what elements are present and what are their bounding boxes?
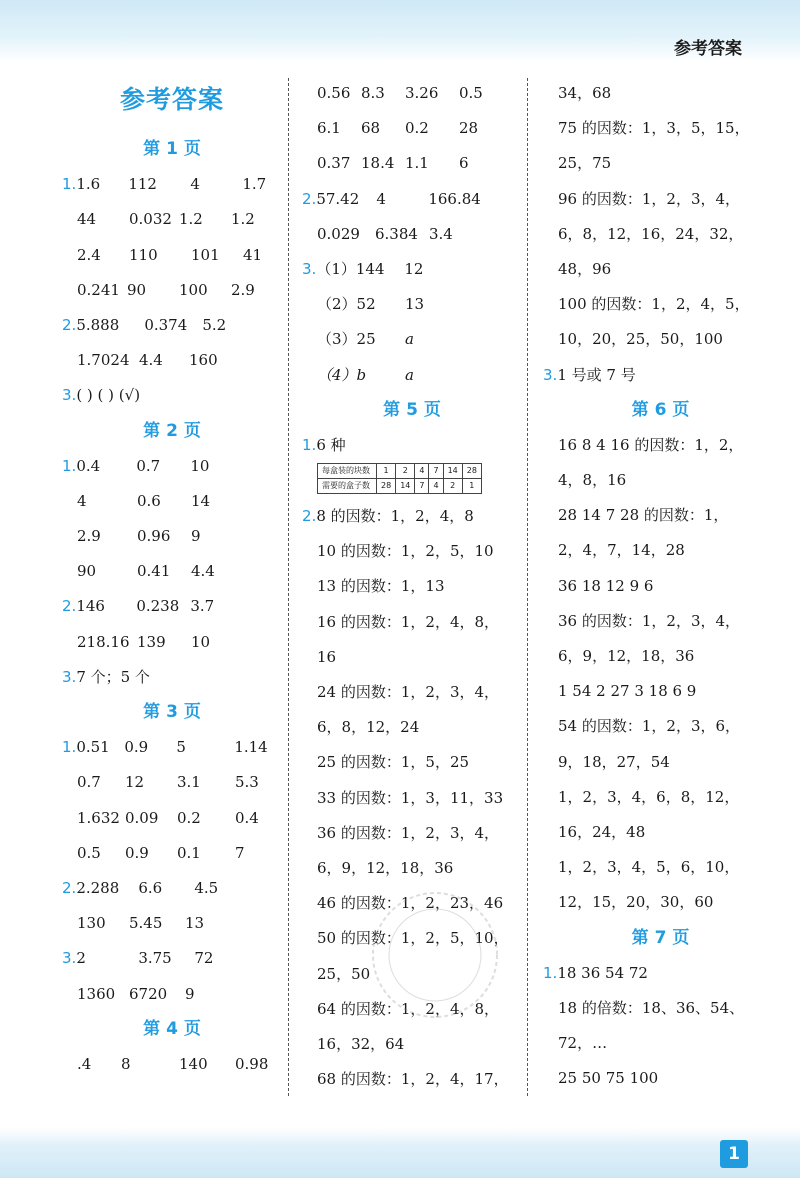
table-cell: 14 (396, 479, 415, 494)
answer-line: 25，50 (317, 964, 371, 983)
answer-line: （2）52 13 (317, 295, 425, 314)
answer-column-3 (543, 76, 778, 1096)
answer-line: 68 的因数：1，2，4，17， (317, 1070, 509, 1089)
answer-line: 96 的因数：1，2，3，4， (558, 189, 741, 208)
answer-line: 34，68 (558, 84, 612, 102)
column-divider-1 (288, 78, 289, 1096)
answer-line: 1.1.6 112 4 1.7 (62, 175, 267, 194)
answer-line: 25 50 75 100 (558, 1069, 659, 1088)
section-title-page-5: 第 5 页 (383, 399, 441, 420)
answer-line: 130 5.45 13 (77, 914, 205, 933)
bottom-band (0, 1128, 800, 1178)
answer-line: 64 的因数：1，2，4，8， (317, 999, 500, 1018)
answer-column-1 (62, 76, 282, 1082)
answer-line: 0.56 8.3 3.26 0.5 (317, 84, 483, 102)
answer-line: 33 的因数：1，3，11，33 (317, 788, 504, 807)
answer-line: 25 的因数：1，5，25 (317, 753, 470, 772)
answer-line: 4，8，16 (558, 471, 627, 490)
table-cell: 需要的盒子数 (318, 479, 377, 494)
answer-line: 1.632 0.09 0.2 0.4 (77, 808, 259, 827)
answer-line: 2.57.42 4 166.84 (302, 189, 481, 208)
answer-line: 2.8 的因数：1，2，4，8 (302, 507, 474, 526)
answer-line: 4 0.6 14 (77, 491, 211, 510)
table-cell: 28 (462, 464, 481, 479)
answer-line: 36 18 12 9 6 (558, 576, 654, 595)
answer-line: 48，96 (558, 259, 612, 278)
answer-line: 6，8，12，24 (317, 718, 420, 737)
table-cell: 1 (377, 464, 396, 479)
answer-line: 44 0.032 1.2 1.2 (77, 210, 255, 229)
table-cell: 每盒装的块数 (318, 464, 377, 479)
answer-line: 16，32，64 (317, 1034, 405, 1053)
answer-line: 1.0.4 0.7 10 (62, 456, 210, 475)
answer-line: .4 8 140 0.98 (77, 1054, 269, 1073)
section-title-page-7: 第 7 页 (631, 927, 690, 948)
table-cell: 2 (443, 479, 462, 494)
answer-line: 3.（1）144 12 (302, 259, 424, 278)
answer-line: 36 的因数：1，2，3，4， (317, 823, 500, 842)
answer-line: 90 0.41 4.4 (77, 562, 215, 581)
table-cell: 4 (429, 479, 443, 494)
table-cell: 2 (396, 464, 415, 479)
answer-line: 25，75 (558, 154, 612, 173)
section-title-page-4: 第 4 页 (143, 1018, 201, 1039)
answer-line: 16，24，48 (558, 822, 646, 841)
answer-line: 72，… (558, 1034, 608, 1053)
boxes-table (317, 463, 482, 494)
table-cell: 7 (429, 464, 443, 479)
table-cell: 14 (443, 464, 462, 479)
answer-line: 3.1 号或 7 号 (543, 365, 636, 384)
answer-line: 2.146 0.238 3.7 (62, 597, 215, 616)
answer-line: 0.029 6.384 3.4 (317, 224, 453, 243)
column-divider-2 (527, 78, 528, 1096)
section-title-page-3: 第 3 页 (143, 702, 201, 722)
watermark-seal (350, 880, 520, 1030)
section-title-page-2: 第 2 页 (143, 420, 201, 441)
table-row (318, 464, 482, 479)
answer-line: 3.2 3.75 72 (62, 949, 214, 968)
section-title-page-1: 第 1 页 (143, 139, 201, 159)
answer-line: 24 的因数：1，2，3，4， (317, 683, 500, 701)
page-title: 参考答案 (119, 85, 224, 114)
answer-line: 6，8，12，16，24，32， (558, 224, 744, 243)
table-cell: 28 (377, 479, 396, 494)
answer-line: 16 (317, 647, 337, 666)
answer-line: 6，9，12，18，36 (558, 647, 695, 665)
answer-line: 3.( ) ( ) (√) (62, 386, 141, 405)
answer-line: 16 8 4 16 的因数：1，2， (558, 435, 744, 454)
answer-line: 1360 6720 9 (77, 984, 195, 1003)
page-number-badge: 1 (720, 1140, 748, 1168)
answer-line: 100 的因数：1，2，4，5， (558, 295, 750, 314)
answer-line: 2.9 0.96 9 (77, 527, 201, 546)
answer-line: 10 的因数：1，2，5，10 (317, 542, 494, 561)
answer-line: 2，4，7，14，28 (558, 541, 685, 560)
answer-line: 0.241 90 100 2.9 (77, 280, 255, 299)
answer-line: 9，18，27，54 (558, 752, 670, 771)
answer-line: （4）b a (317, 365, 414, 384)
answer-line: 18 的倍数：18、36、54、 (558, 998, 745, 1017)
answer-line: 6，9，12，18，36 (317, 858, 454, 877)
answer-line: 1，2，3，4，5，6，10， (558, 858, 740, 877)
answer-line: 2.2.288 6.6 4.5 (62, 878, 219, 897)
answer-line: 36 的因数：1，2，3，4， (558, 611, 741, 630)
answer-line: 50 的因数：1，2，5，10， (317, 929, 509, 948)
table-cell: 4 (415, 464, 429, 479)
answer-line: 1.7024 4.4 160 (77, 351, 218, 370)
answer-line: 218.16 139 10 (77, 632, 211, 651)
table-cell: 7 (415, 479, 429, 494)
answer-line: 10，20，25，50，100 (558, 330, 723, 349)
answer-line: 0.5 0.9 0.1 7 (77, 843, 245, 862)
answer-line: （3）25 a (317, 330, 414, 349)
answer-line: 75 的因数：1，3，5，15， (558, 119, 750, 138)
answer-line: 1.6 种 (302, 435, 346, 454)
answer-line: 0.7 12 3.1 5.3 (77, 773, 259, 792)
answer-table-wrapper (302, 463, 522, 499)
answer-line: 16 的因数：1，2，4，8， (317, 612, 500, 631)
answer-line: 1，2，3，4，6，8，12， (558, 787, 740, 806)
table-row (318, 479, 482, 494)
answer-line: 1 54 2 27 3 18 6 9 (558, 682, 697, 701)
section-title-page-6: 第 6 页 (631, 399, 690, 420)
answer-line: 46 的因数：1，2，23，46 (317, 894, 504, 913)
answer-line: 1.18 36 54 72 (543, 963, 648, 982)
table-cell: 1 (462, 479, 481, 494)
answer-line: 54 的因数：1，2，3，6， (558, 717, 741, 736)
answer-line: 13 的因数：1，13 (317, 577, 445, 596)
answer-line: 1.0.51 0.9 5 1.14 (62, 738, 268, 757)
answer-line: 3.7 个；5 个 (62, 667, 150, 686)
answer-line: 2.4 110 101 41 (77, 245, 263, 264)
answer-line: 2.5.888 0.374 5.2 (62, 315, 227, 334)
answer-line: 28 14 7 28 的因数：1， (558, 506, 729, 525)
answer-line: 6.1 68 0.2 28 (317, 119, 479, 138)
header-label: 参考答案 (674, 39, 742, 59)
answer-line: 0.37 18.4 1.1 6 (317, 154, 469, 173)
answer-line: 12，15，20，30，60 (558, 893, 714, 912)
